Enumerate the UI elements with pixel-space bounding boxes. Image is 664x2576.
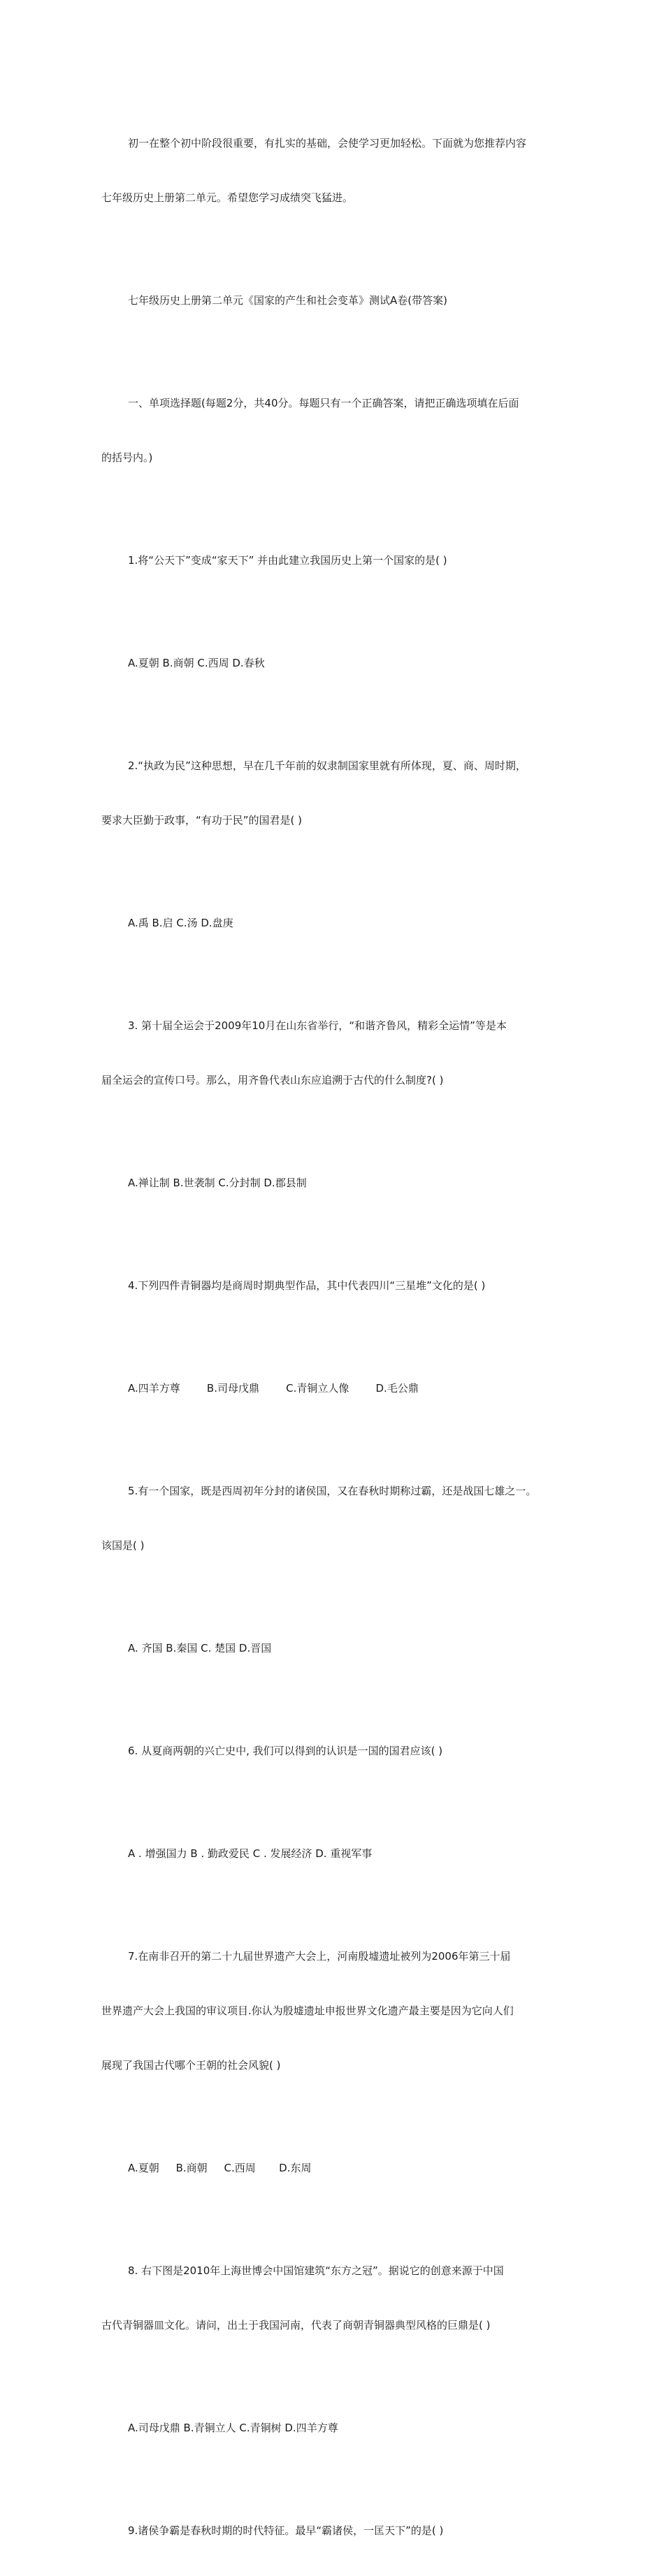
question-3-line-2: 届全运会的宣传口号。那么，用齐鲁代表山东应追溯于古代的什么制度?( ): [101, 1074, 444, 1086]
options-line: A.夏朝 B.商朝 C.西周 D.东周: [128, 2162, 312, 2174]
question-5-options: [101, 1603, 568, 1694]
question-5-line-2: 该国是( ): [101, 1539, 145, 1552]
section-heading: [101, 358, 568, 503]
question-8: [101, 2225, 568, 2371]
question-7-line-1: 7.在南非召开的第二十九届世界遗产大会上，河南殷墟遗址被列为2006年第三十届: [128, 1950, 511, 1963]
section-line-1: 一、单项选择题(每题2分，共40分。每题只有一个正确答案，请把正确选项填在后面: [128, 397, 519, 409]
intro-paragraph: [101, 98, 568, 243]
options-line: A . 增强国力 B . 勤政爱民 C . 发展经济 D. 重视军事: [128, 1847, 373, 1860]
question-8-line-1: 8. 右下图是2010年上海世博会中国馆建筑“东方之冠”。据说它的创意来源于中国: [128, 2264, 504, 2277]
question-2: [101, 720, 568, 866]
question-9-line-1: 9.诸侯争霸是春秋时期的时代特征。最早“霸诸侯，一匡天下”的是( ): [128, 2524, 444, 2537]
question-6: [101, 1705, 568, 1796]
options-line: A.夏朝 B.商朝 C.西周 D.春秋: [128, 657, 265, 669]
question-2-line-1: 2.“执政为民”这种思想，早在几千年前的奴隶制国家里就有所体现，夏、商、周时期，: [128, 759, 526, 772]
question-4-line-1: 4.下列四件青铜器均是商周时期典型作品，其中代表四川“三星堆”文化的是( ): [128, 1279, 486, 1292]
question-7-line-3: 展现了我国古代哪个王朝的社会风貌( ): [101, 2059, 281, 2072]
question-2-options: [101, 878, 568, 968]
options-line: A.禅让制 B.世袭制 C.分封制 D.郡县制: [128, 1177, 307, 1189]
options-line: A.禹 B.启 C.汤 D.盘庚: [128, 917, 233, 929]
question-9: [101, 2485, 568, 2576]
document-page: [101, 98, 568, 2576]
options-line: A. 齐国 B.秦国 C. 楚国 D.晋国: [128, 1642, 272, 1654]
question-5-line-1: 5.有一个国家，既是西周初年分封的诸侯国，又在春秋时期称过霸，还是战国七雄之一。: [128, 1485, 537, 1497]
question-4: [101, 1240, 568, 1331]
question-6-line-1: 6. 从夏商两朝的兴亡史中, 我们可以得到的认识是一国的国君应该( ): [128, 1745, 443, 1757]
question-6-options: [101, 1808, 568, 1899]
intro-line-2: 七年级历史上册第二单元。希望您学习成绩突飞猛进。: [101, 191, 354, 204]
intro-line-1: 初一在整个初中阶段很重要，有扎实的基础，会使学习更加轻松。下面就为您推荐内容: [128, 137, 527, 150]
question-3-options: [101, 1137, 568, 1228]
question-5: [101, 1446, 568, 1591]
question-2-line-2: 要求大臣勤于政事，“有功于民”的国君是( ): [101, 814, 303, 827]
question-7-line-2: 世界遗产大会上我国的审议项目.你认为殷墟遗址申报世界文化遗产最主要是因为它向人们: [101, 2004, 514, 2017]
question-1-options: [101, 618, 568, 708]
question-7-options: [101, 2123, 568, 2213]
question-3: [101, 980, 568, 1126]
question-7: [101, 1911, 568, 2111]
document-title: [101, 255, 568, 346]
question-8-options: [101, 2382, 568, 2473]
options-line: A.四羊方尊 B.司母戊鼎 C.青铜立人像 D.毛公鼎: [128, 1382, 419, 1395]
question-4-options: [101, 1343, 568, 1434]
options-line: A.司母戊鼎 B.青铜立人 C.青铜树 D.四羊方尊: [128, 2422, 338, 2434]
question-8-line-2: 古代青铜器皿文化。请问，出土于我国河南，代表了商朝青铜器典型风格的巨鼎是( ): [101, 2319, 491, 2331]
question-1-line-1: 1.将“公天下”变成“家天下” 并由此建立我国历史上第一个国家的是( ): [128, 554, 447, 567]
section-line-2: 的括号内。): [101, 451, 153, 464]
question-3-line-1: 3. 第十届全运会于2009年10月在山东省举行，“和谐齐鲁风，精彩全运情”等是本: [128, 1019, 507, 1032]
title-line: 七年级历史上册第二单元《国家的产生和社会变革》测试A卷(带答案): [128, 294, 447, 307]
question-1: [101, 515, 568, 606]
